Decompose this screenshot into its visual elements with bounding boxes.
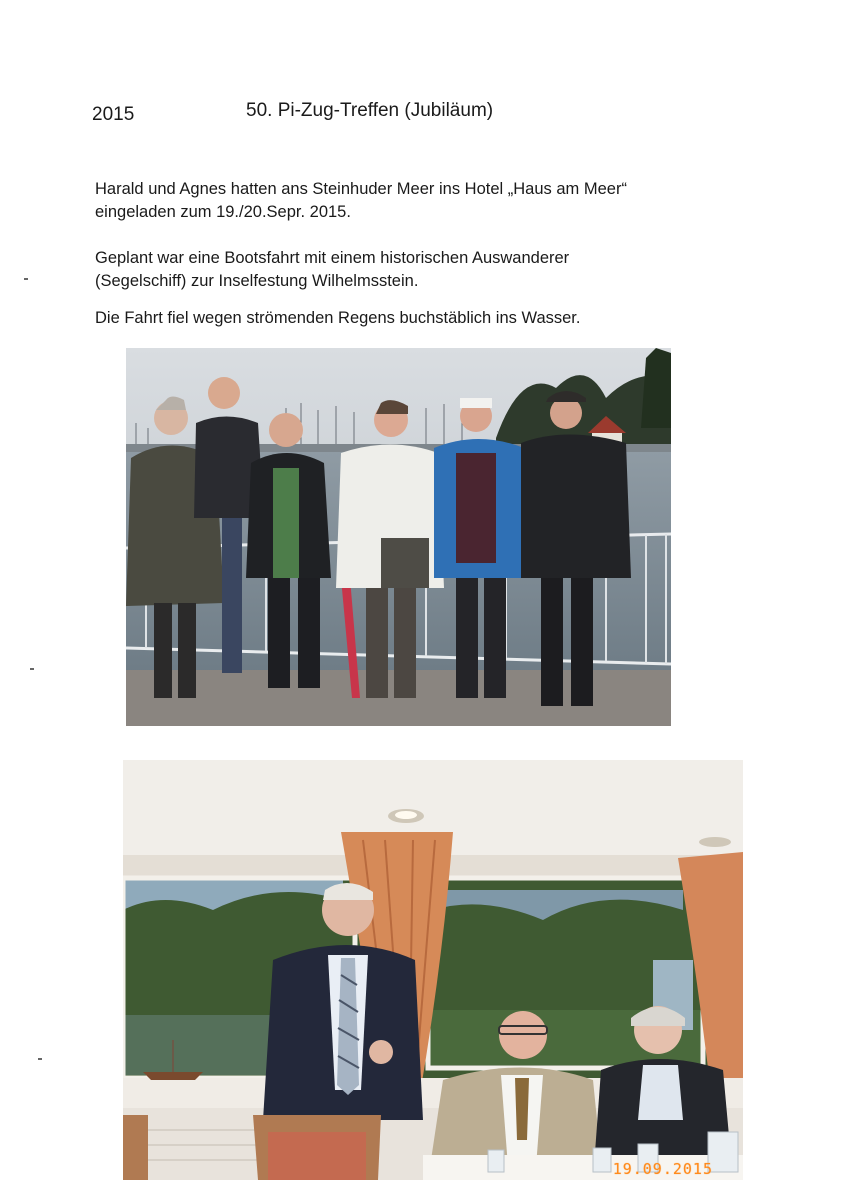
- paragraph-line: (Segelschiff) zur Inselfestung Wilhelmsstein.: [95, 272, 419, 290]
- paragraph-invitation: [95, 178, 627, 224]
- dinner-photo-image: [123, 760, 743, 1180]
- scan-speck: [30, 668, 34, 670]
- paragraph-line: Die Fahrt fiel wegen strömenden Regens buchstäblich ins Wasser.: [95, 309, 581, 327]
- paragraph-rain: [95, 307, 580, 330]
- group-photo-image: [126, 348, 671, 726]
- scan-speck: [24, 278, 28, 280]
- paragraph-plan: [95, 247, 569, 293]
- year-label: 2015: [92, 104, 135, 125]
- scan-speck: [38, 1058, 42, 1060]
- paragraph-line: Harald und Agnes hatten ans Steinhuder Meer ins Hotel „Haus am Meer“: [95, 180, 627, 198]
- paragraph-line: Geplant war eine Bootsfahrt mit einem historischen Auswanderer: [95, 249, 570, 267]
- group-photo: [126, 348, 671, 726]
- dinner-photo: [123, 760, 743, 1180]
- page-title: 50. Pi-Zug-Treffen (Jubiläum): [246, 100, 494, 121]
- paragraph-line: eingeladen zum 19./20.Sepr. 2015.: [95, 203, 351, 221]
- photo-date-stamp: 19.09.2015: [612, 1160, 713, 1178]
